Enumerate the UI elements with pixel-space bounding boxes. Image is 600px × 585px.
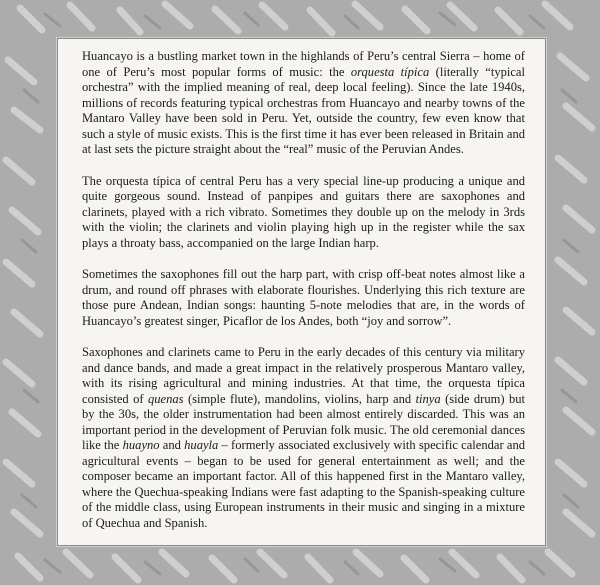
italic-term: huayla <box>184 438 219 452</box>
italic-term: orquesta típica <box>350 64 430 79</box>
text-run: The orquesta típica of central Peru has a very special line-up producing a unique and quite gorgeous sound. Instead of panpipes and guitars there are saxophones and clarinets, played with a rich vibrato. Sometimes they double up on the melody in 3rds with the violin; the clarinets and violin playing high up in the register while the sax plays a throaty bass, accompanied on the large Indian harp. <box>82 173 525 250</box>
text-run: Huancayo is a bustling market town in the highlands of Peru’s central Sierra – home of one of Peru’s most popular forms of music: the <box>82 49 525 79</box>
text-run: – formerly associated exclusively with specific calendar and agricultural events – began to be used for general entertainment as well; and the composer became an important factor. All of this happened first in the Mantaro valley, where the Quechua-speaking Indians were fast adapting to the Spanish-speaking culture of the middle class, using European instruments in their music and singing in a mixture of Quechua and Spanish. <box>82 438 526 530</box>
italic-term: tinya <box>415 391 441 406</box>
paragraph-2 <box>82 174 525 252</box>
text-panel <box>57 38 546 546</box>
italic-term: huayno <box>122 438 160 452</box>
text-run: (simple flute), mandolins, violins, harp and <box>183 391 416 406</box>
paragraph-4 <box>82 345 525 531</box>
text-run: and <box>159 438 185 452</box>
text-run: (side drum) but by the 30s, the older instrumentation had been almost entirely discarded. This was an important period in the development of Peruvian folk music. The old ceremonial dances like the <box>82 391 526 452</box>
text-run: Sometimes the saxophones fill out the harp part, with crisp off-beat notes almost like a drum, and round off phrases with elaborate flourishes. Underlying this rich texture are those pure Andean, Indian songs: haunting 5-note melodies that are, in the words of Huancayo’s greatest singer, Picaflor de los Andes, both “joy and sorrow”. <box>82 267 525 328</box>
liner-notes-body <box>82 49 525 531</box>
paragraph-3 <box>82 267 525 329</box>
text-run: (literally “typical orchestra” with the implied meaning of real, deep local feeling). Since the late 1940s, millions of records featuring typical orchestras from Huancayo and nearby towns of the Mantaro Valley have been sold in Peru. Yet, outside the country, few even know that such a style of music exists. This is the first time it has ever been released in Britain and at last sets the picture straight about the “real” music of the Peruvian Andes. <box>82 64 525 156</box>
italic-term: quenas <box>148 391 184 406</box>
text-run: Saxophones and clarinets came to Peru in the early decades of this century via military and dance bands, and made a great impact in the relatively prosperous Mantaro valley, with its rising agricultural and mining industries. At that time, the orquesta típica consisted of <box>82 345 525 406</box>
paragraph-1 <box>82 49 525 158</box>
